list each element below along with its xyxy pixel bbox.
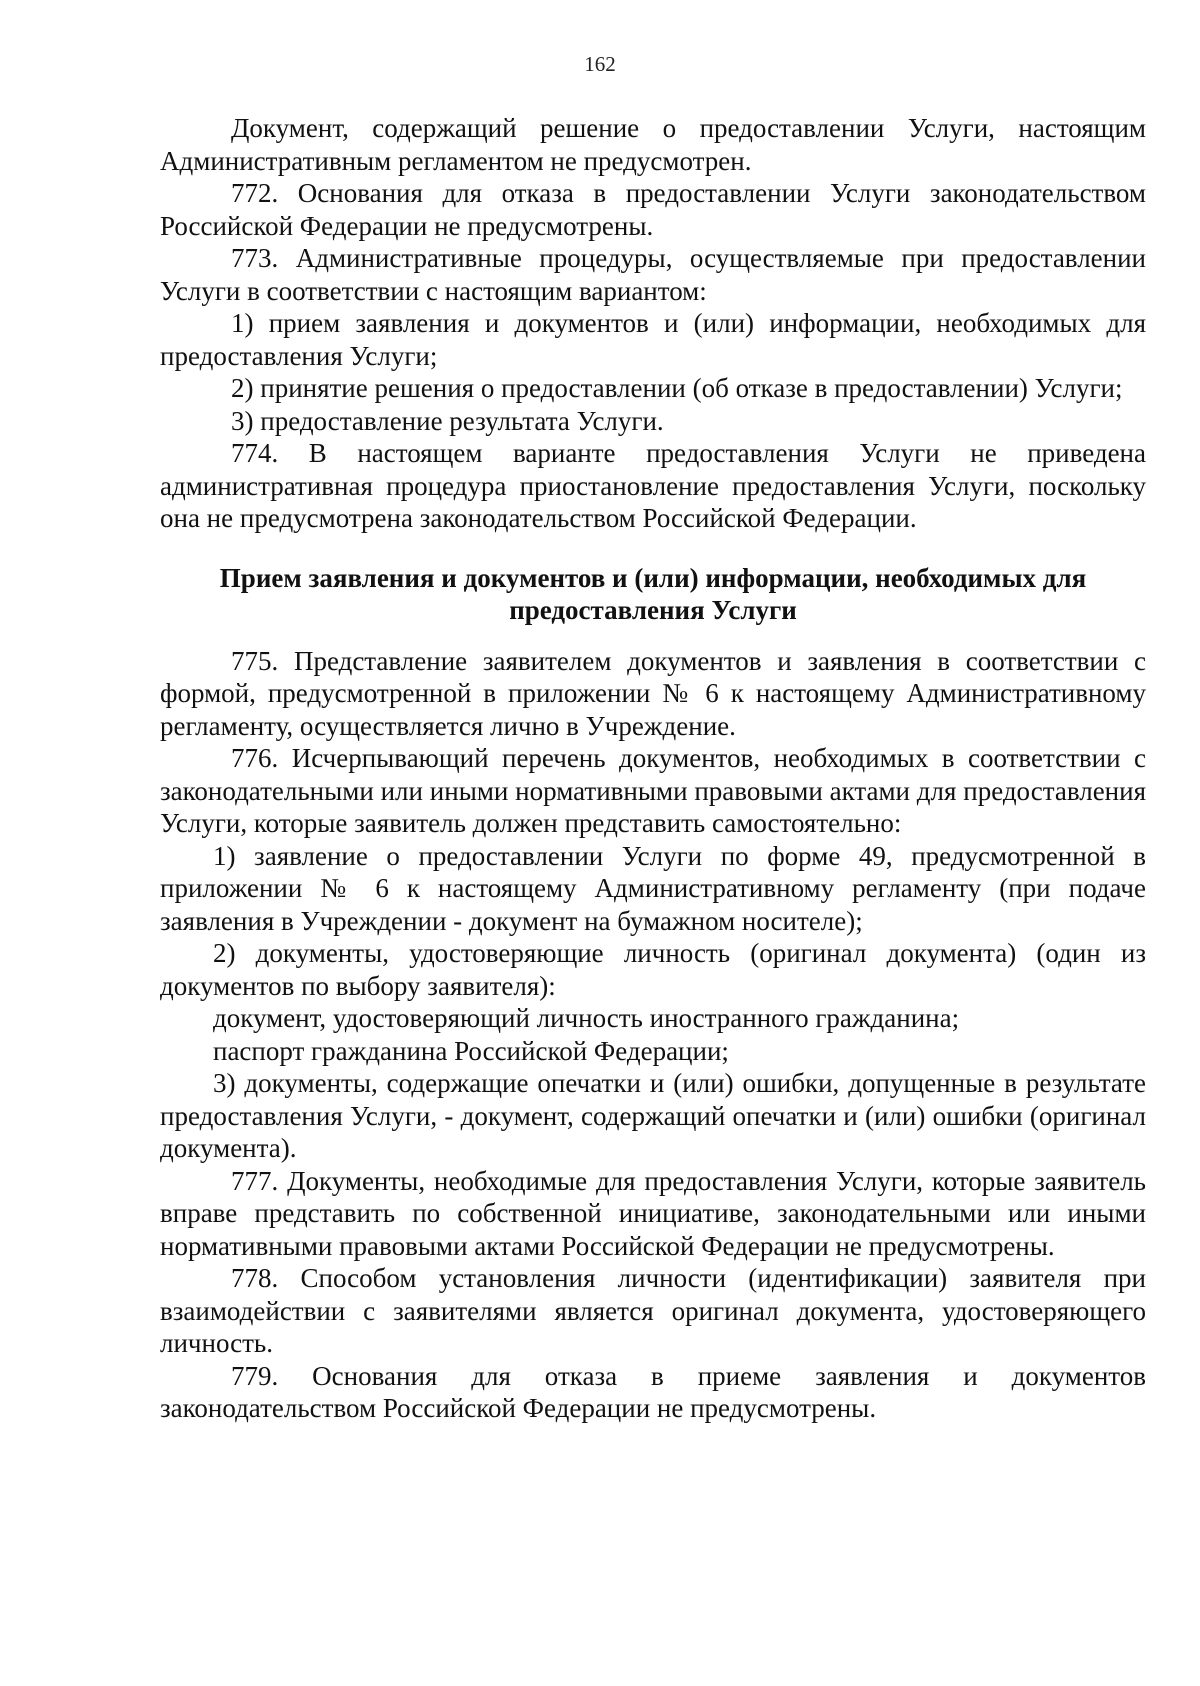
paragraph-777: 777. Документы, необходимые для предоставления Услуги, которые заявитель вправе представить по собственной инициативе, законодательными или иными нормативными правовыми актами Российской Федерации не предусмотрены.: [160, 1165, 1146, 1261]
list-item-773-1: 1) прием заявления и документов и (или) информации, необходимых для предоставления Услуги;: [160, 308, 1146, 371]
list-item-776-3: 3) документы, содержащие опечатки и (или) ошибки, допущенные в результате предоставления Услуги, - документ, содержащий опечатки и (или) ошибки (оригинал документа).: [160, 1068, 1146, 1163]
list-item-776-2-b: паспорт гражданина Российской Федерации;: [213, 1035, 729, 1066]
paragraph-779: 779. Основания для отказа в приеме заявления и документов законодательством Российской Федерации не предусмотрены.: [160, 1360, 1146, 1423]
list-item-776-2-a: документ, удостоверяющий личность иностранного гражданина;: [213, 1003, 960, 1033]
paragraph-773: 773. Административные процедуры, осуществляемые при предоставлении Услуги в соответствии с настоящим вариантом:: [160, 243, 1146, 306]
list-item-776-1: 1) заявление о предоставлении Услуги по форме 49, предусмотренной в приложении № 6 к настоящему Административному регламенту (при подаче заявления в Учреждении - документ на бумажном носителе);: [160, 840, 1146, 936]
page-number: 162: [584, 52, 616, 76]
section-heading: Прием заявления и документов и (или) информации, необходимых для предоставления Услуги: [219, 562, 1087, 625]
list-item-773-3: 3) предоставление результата Услуги.: [231, 405, 664, 436]
paragraph-decision-document: Документ, содержащий решение о предоставлении Услуги, настоящим Административным регламентом не предусмотрен.: [160, 113, 1146, 176]
list-item-773-2: 2) принятие решения о предоставлении (об отказе в предоставлении) Услуги;: [231, 373, 1123, 403]
paragraph-775: 775. Представление заявителем документов и заявления в соответствии с формой, предусмотренной в приложении № 6 к настоящему Административному регламенту, осуществляется лично в Учреждение.: [160, 645, 1146, 741]
paragraph-774: 774. В настоящем варианте предоставления Услуги не приведена административная процедура приостановление предоставления Услуги, поскольку она не предусмотрена законодательством Российской Федерации.: [160, 438, 1146, 533]
document-body: [160, 112, 1146, 1425]
paragraph-776: 776. Исчерпывающий перечень документов, необходимых в соответствии с законодательными или иными нормативными правовыми актами для предоставления Услуги, которые заявитель должен представить самостоятельно:: [160, 743, 1146, 838]
paragraph-772: 772. Основания для отказа в предоставлении Услуги законодательством Российской Федерации не предусмотрены.: [160, 178, 1146, 241]
paragraph-778: 778. Способом установления личности (идентификации) заявителя при взаимодействии с заявителями является оригинал документа, удостоверяющего личность.: [160, 1263, 1146, 1358]
list-item-776-2: 2) документы, удостоверяющие личность (оригинал документа) (один из документов по выбору заявителя):: [160, 938, 1146, 1001]
